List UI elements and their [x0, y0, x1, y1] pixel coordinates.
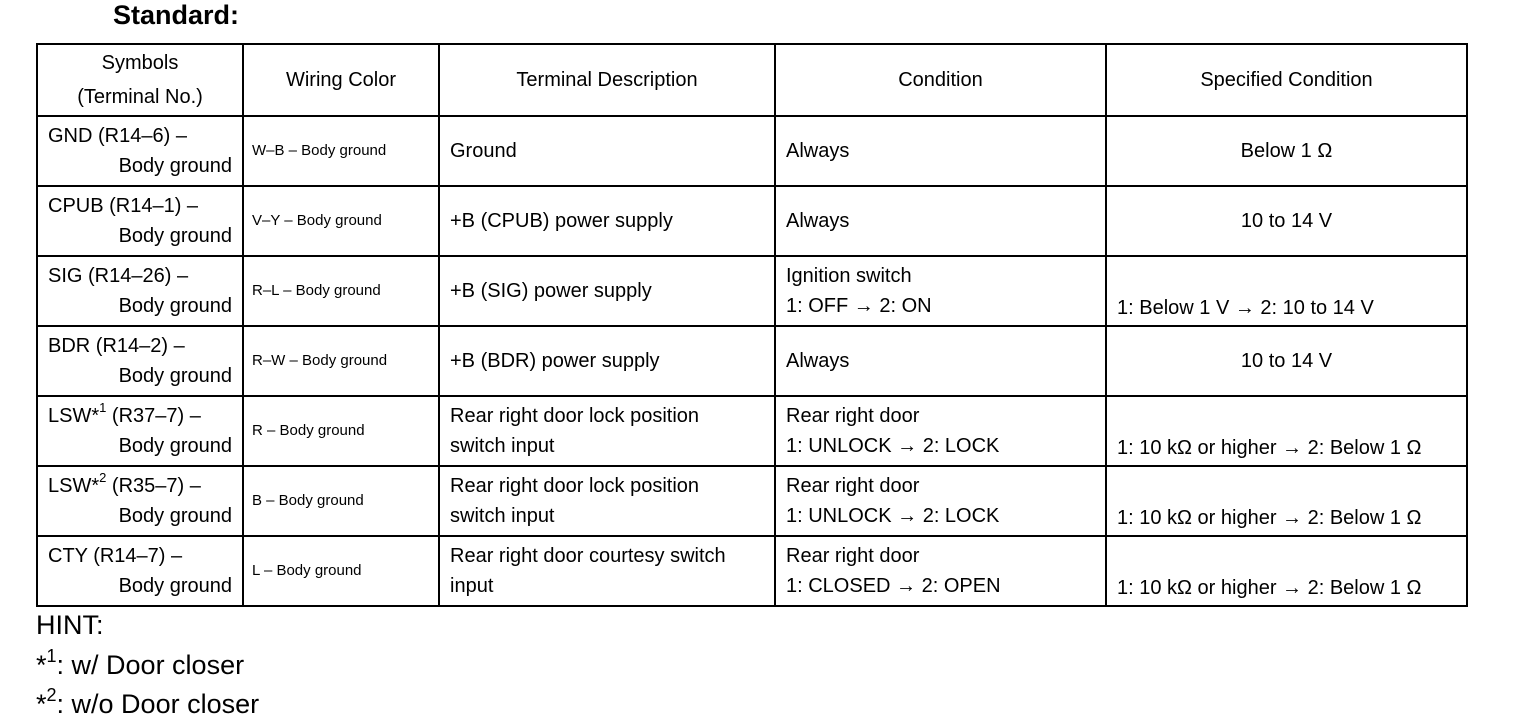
cell-terminal-description: Rear right door lock position switch input — [439, 466, 775, 536]
cell-symbol — [37, 116, 243, 186]
cell-wiring-color: B – Body ground — [243, 466, 439, 536]
cell-wiring-color: R – Body ground — [243, 396, 439, 466]
page-title: Standard: — [113, 0, 240, 30]
cell-symbol — [37, 256, 243, 326]
cell-wiring-color: L – Body ground — [243, 536, 439, 606]
header-specified-condition: Specified Condition — [1106, 44, 1467, 116]
cell-specified-condition: 1: 10 kΩ or higher → 2: Below 1 Ω — [1106, 396, 1467, 466]
symbol-terminal: BDR (R14–2) – — [48, 335, 185, 357]
cell-terminal-description: +B (CPUB) power supply — [439, 186, 775, 256]
symbol-ground: Body ground — [118, 365, 232, 387]
cell-specified-condition: 10 to 14 V — [1106, 186, 1467, 256]
cell-specified-condition: 10 to 14 V — [1106, 326, 1467, 396]
symbol-terminal: LSW*$^2$ (R35–7) – — [48, 470, 201, 497]
cell-symbol — [37, 466, 243, 536]
cell-terminal-description: Rear right door lock position switch input — [439, 396, 775, 466]
symbol-terminal: CTY (R14–7) – — [48, 545, 183, 567]
cell-condition: Rear right door 1: UNLOCK → 2: LOCK — [775, 466, 1106, 536]
table-row — [37, 116, 1467, 186]
cell-wiring-color: W–B – Body ground — [243, 116, 439, 186]
table-row — [37, 536, 1467, 606]
table-row — [37, 186, 1467, 256]
table-row — [37, 326, 1467, 396]
cell-wiring-color: R–W – Body ground — [243, 326, 439, 396]
cell-condition: Rear right door 1: CLOSED → 2: OPEN — [775, 536, 1106, 606]
symbol-terminal: SIG (R14–26) – — [48, 265, 189, 287]
header-symbols-line2: (Terminal No.) — [77, 86, 203, 108]
cell-condition: Rear right door 1: UNLOCK → 2: LOCK — [775, 396, 1106, 466]
hint-label: HINT: — [36, 610, 104, 640]
cell-symbol — [37, 396, 243, 466]
cell-condition: Always — [775, 326, 1106, 396]
table-row — [37, 466, 1467, 536]
header-symbols — [37, 44, 243, 116]
cell-terminal-description: Rear right door courtesy switch input — [439, 536, 775, 606]
symbol-ground: Body ground — [118, 435, 232, 457]
cell-symbol — [37, 536, 243, 606]
header-symbols-line1: Symbols — [101, 52, 179, 74]
symbol-ground: Body ground — [118, 505, 232, 527]
symbol-ground: Body ground — [118, 225, 232, 247]
symbol-terminal: CPUB (R14–1) – — [48, 195, 199, 217]
cell-condition: Always — [775, 186, 1106, 256]
table-row — [37, 256, 1467, 326]
hint-note-2: *$^2$: w/o Door closer — [36, 685, 260, 719]
cell-symbol — [37, 186, 243, 256]
hint-note-1: *$^1$: w/ Door closer — [36, 646, 245, 680]
cell-condition: Always — [775, 116, 1106, 186]
footnote-mark: 1 — [99, 400, 107, 416]
cell-specified-condition: 1: 10 kΩ or higher → 2: Below 1 Ω — [1106, 466, 1467, 536]
cell-wiring-color: R–L – Body ground — [243, 256, 439, 326]
header-condition: Condition — [775, 44, 1106, 116]
cell-terminal-description: +B (SIG) power supply — [439, 256, 775, 326]
symbol-ground: Body ground — [118, 575, 232, 597]
cell-specified-condition: 1: Below 1 V → 2: 10 to 14 V — [1106, 256, 1467, 326]
cell-terminal-description: +B (BDR) power supply — [439, 326, 775, 396]
symbol-ground: Body ground — [118, 155, 232, 177]
header-terminal-description: Terminal Description — [439, 44, 775, 116]
symbol-terminal: GND (R14–6) – — [48, 125, 187, 147]
table-header-row — [37, 44, 1467, 116]
table-row — [37, 396, 1467, 466]
cell-wiring-color: V–Y – Body ground — [243, 186, 439, 256]
symbol-ground: Body ground — [118, 295, 232, 317]
cell-symbol — [37, 326, 243, 396]
cell-specified-condition: Below 1 Ω — [1106, 116, 1467, 186]
cell-specified-condition: 1: 10 kΩ or higher → 2: Below 1 Ω — [1106, 536, 1467, 606]
cell-condition: Ignition switch 1: OFF → 2: ON — [775, 256, 1106, 326]
cell-terminal-description: Ground — [439, 116, 775, 186]
header-wiring-color: Wiring Color — [243, 44, 439, 116]
footnote-mark: 2 — [99, 470, 107, 486]
symbol-terminal: LSW*$^1$ (R37–7) – — [48, 400, 201, 427]
standard-table — [36, 43, 1468, 607]
